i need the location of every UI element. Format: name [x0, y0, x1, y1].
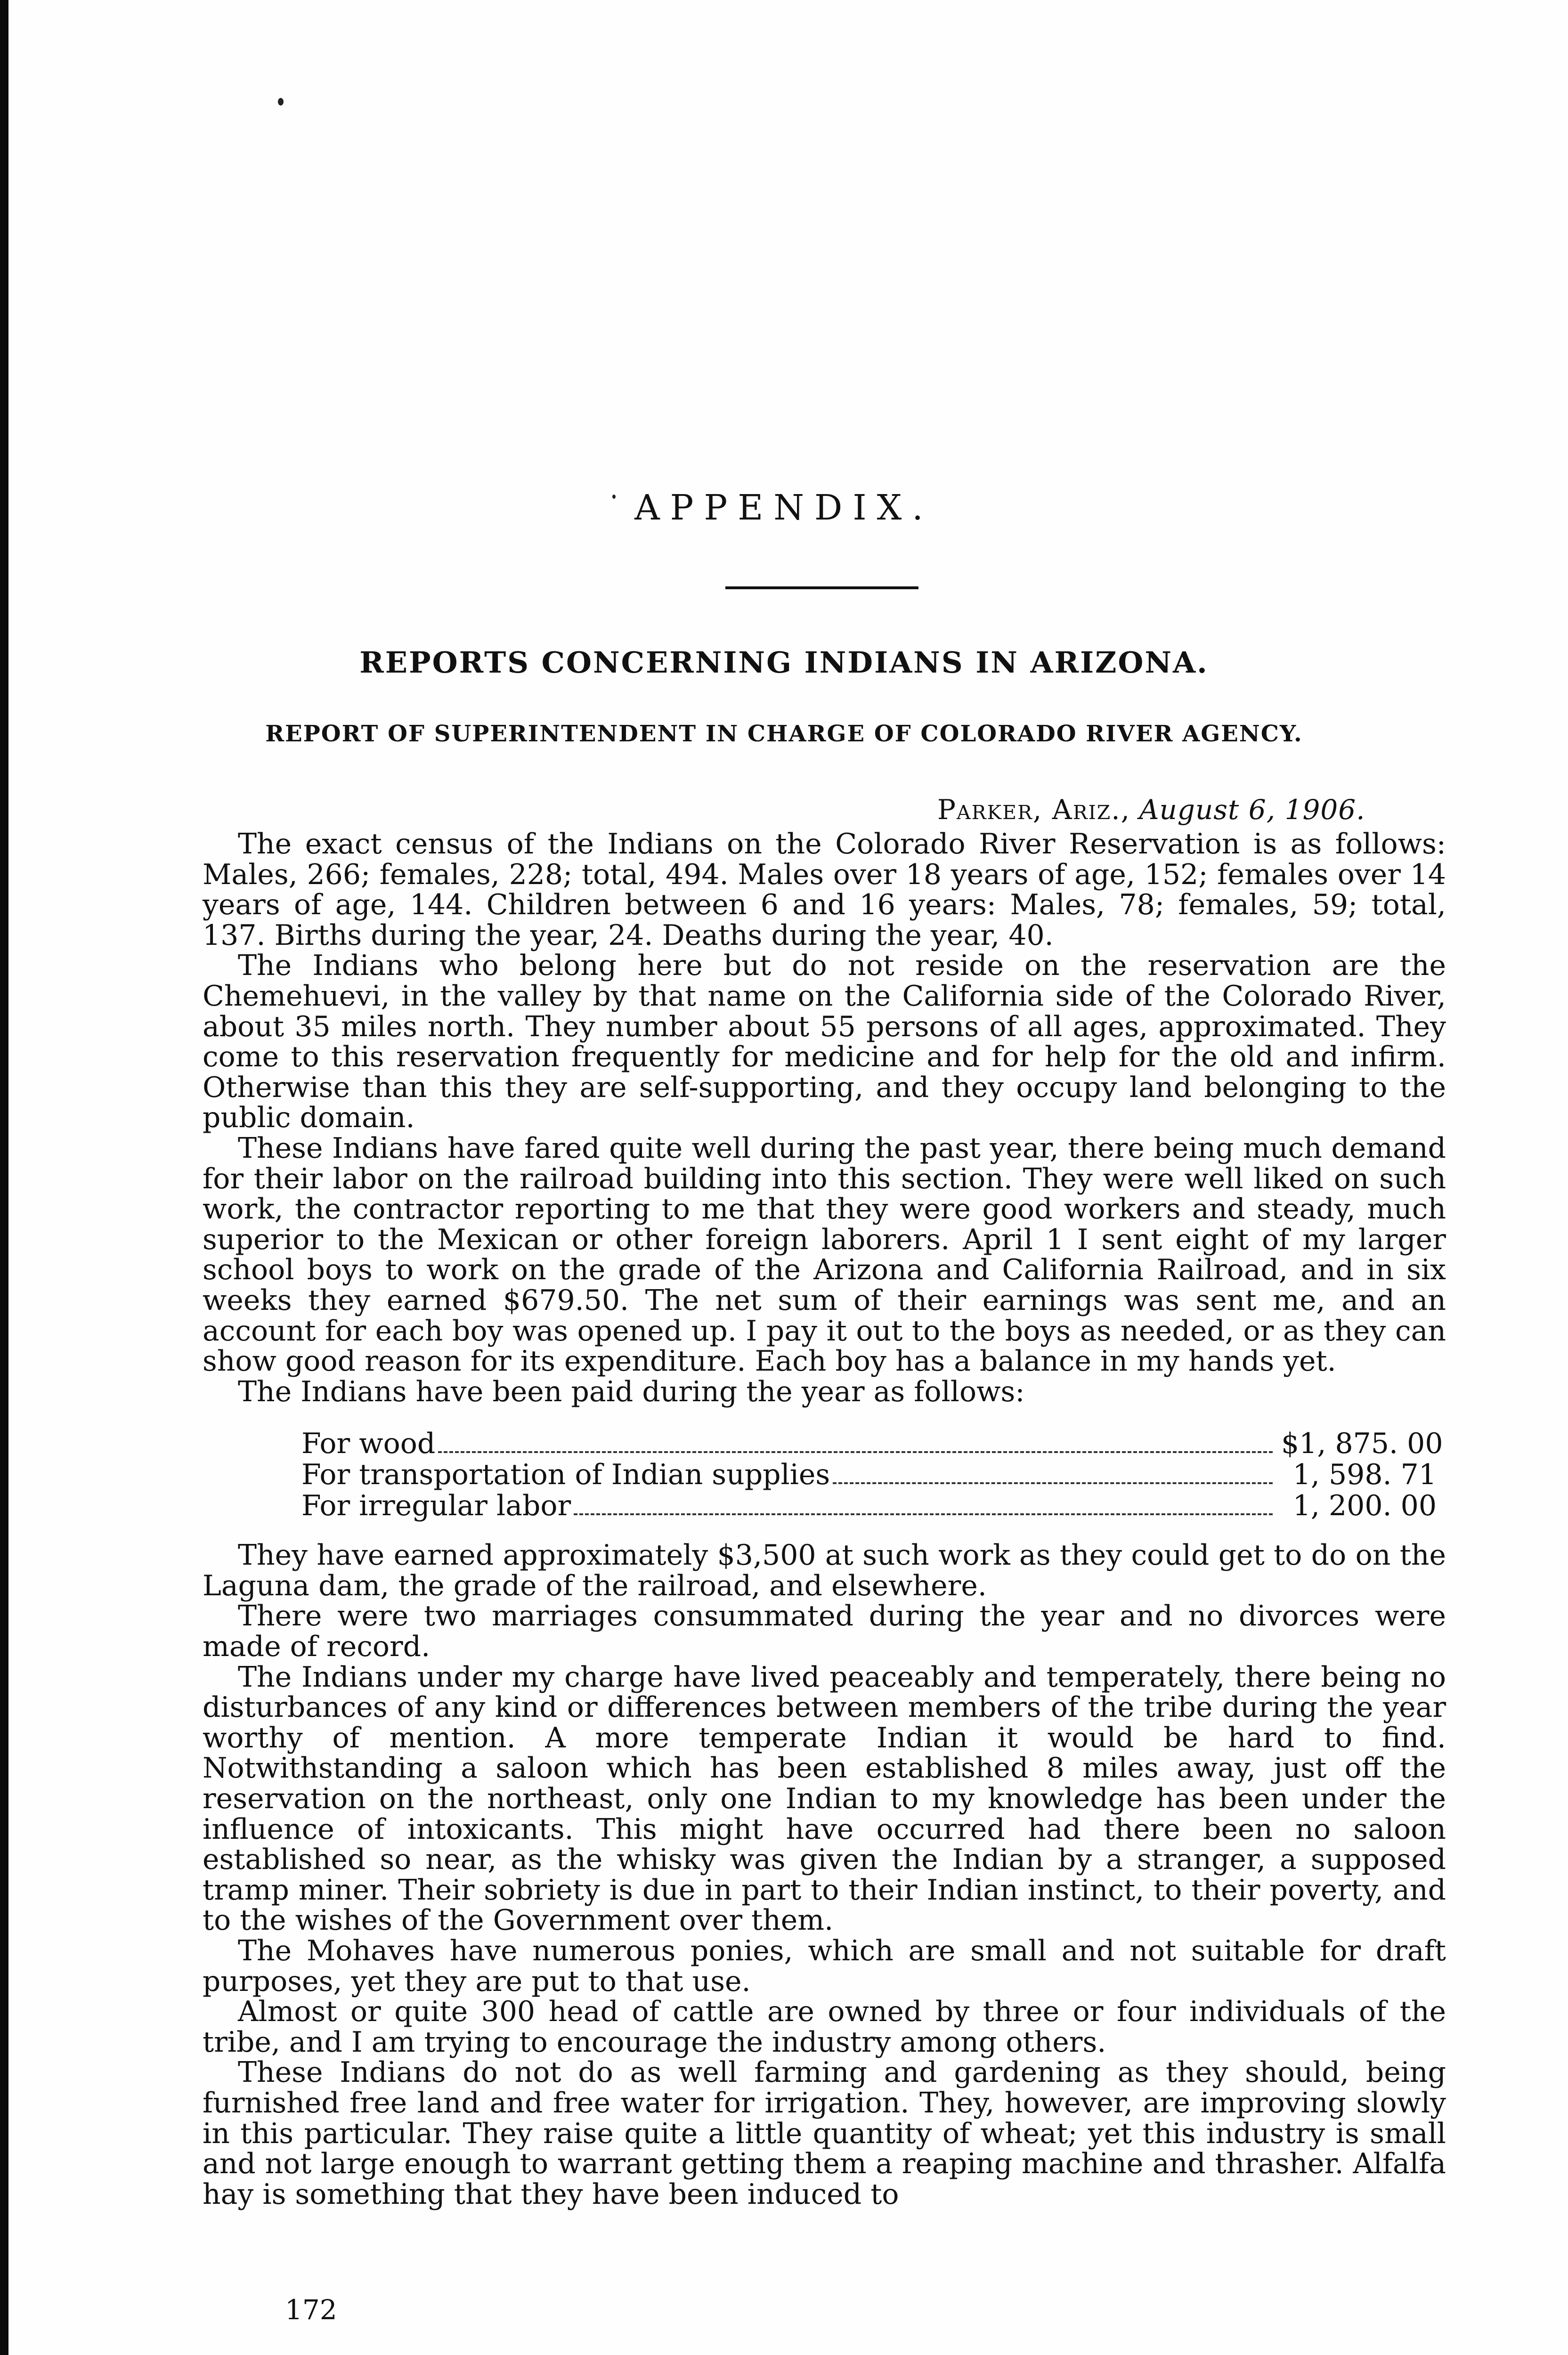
paragraph-railroad-labor: These Indians have fared quite well during the past year, there being much demand for their labor on the railroad building into this section. They were well liked on such work, the contractor reporting to me that they were good workers and steady, much superior to the Mexican or other foreign laborers. April 1 I sent eight of my larger school boys to work on the grade of the Arizona and California Railroad, and in six weeks they earned $679.50. The net sum of their earnings was sent me, and an account for each boy was opened up. I pay it out to the boys as needed, or as they can show good reason for its expenditure. Each boy has a balance in my hands yet.: [203, 1131, 1446, 1378]
payments-table: [203, 1428, 1446, 1521]
payment-amount: 1, 200. 00: [1292, 1489, 1437, 1523]
appendix-title: APPENDIX.: [634, 487, 934, 528]
payment-amount: 1, 598. 71: [1292, 1458, 1437, 1492]
payment-item: For wood: [301, 1427, 436, 1461]
paragraph-ponies: The Mohaves have numerous ponies, which are small and not suitable for draft purposes, yet they are put to that use.: [203, 1934, 1446, 1998]
section-heading: REPORTS CONCERNING INDIANS IN ARIZONA.: [359, 645, 1209, 680]
page-number: 172: [285, 2294, 337, 2326]
paragraph-census: The exact census of the Indians on the Colorado River Reservation is as follows: Males, 266; females, 228; total, 494. Males over 18 years of age, 152; females over 14 years of age, 144. Children between 6 and 16 years: Males, 78; females, 59; total, 137. Births during the year, 24. Deaths during the year, 40.: [203, 828, 1446, 952]
dot-leader: [438, 1451, 1273, 1453]
table-row: [203, 1459, 1446, 1490]
dateline: [937, 794, 1365, 826]
report-body: [203, 829, 1446, 2209]
paragraph-temperance: The Indians under my charge have lived peaceably and temperately, there being no disturbances of any kind or differences between members of the tribe during the year worthy of mention. A more temperate Indian it would be hard to find. Notwithstanding a saloon which has been established 8 miles away, just off the reservation on the northeast, only one Indian to my knowledge has been under the influence of intoxicants. This might have occurred had there been no saloon established so near, as the whisky was given the Indian by a stranger, a supposed tramp miner. Their sobriety is due in part to their Indian instinct, to their poverty, and to the wishes of the Government over them.: [203, 1660, 1446, 1937]
dateline-date: August 6, 1906.: [1139, 794, 1365, 826]
dot-leader: [574, 1513, 1273, 1515]
payment-amount: $1, 875. 00: [1281, 1427, 1443, 1461]
dot-leader: [833, 1482, 1273, 1484]
paragraph-payments-intro: The Indians have been paid during the year as follows:: [238, 1375, 1025, 1408]
title-divider-rule: [725, 586, 918, 589]
table-row: [203, 1490, 1446, 1521]
scan-left-border: [0, 0, 8, 2355]
paragraph-chemehuevi: The Indians who belong here but do not reside on the reservation are the Chemehuevi, in the valley by that name on the California side of the Colorado River, about 35 miles north. They number about 55 persons of all ages, approximated. They come to this reservation frequently for medicine and for help for the old and infirm. Otherwise than this they are self-supporting, and they occupy land belonging to the public domain.: [203, 949, 1446, 1135]
paragraph-marriages: There were two marriages consummated during the year and no divorces were made of record.: [203, 1600, 1446, 1664]
report-heading: REPORT OF SUPERINTENDENT IN CHARGE OF COLORADO RIVER AGENCY.: [265, 721, 1303, 747]
dateline-place: Parker, Ariz.,: [937, 794, 1131, 826]
table-row: [203, 1428, 1446, 1459]
payment-item: For irregular labor: [301, 1489, 571, 1523]
payment-item: For transportation of Indian supplies: [301, 1458, 830, 1492]
paragraph-laguna-dam: They have earned approximately $3,500 at such work as they could get to do on the Laguna dam, the grade of the railroad, and elsewhere.: [203, 1539, 1446, 1602]
paragraph-farming: These Indians do not do as well farming and gardening as they should, being furnished free land and free water for irrigation. They, however, are improving slowly in this particular. They raise quite a little quantity of wheat; yet this industry is small and not large enough to warrant getting them a reaping machine and thrasher. Alfalfa hay is something that they have been induced to: [203, 2056, 1446, 2211]
paragraph-cattle: Almost or quite 300 head of cattle are owned by three or four individuals of the tribe, and I am trying to encourage the industry among others.: [203, 1995, 1446, 2059]
ink-speck-top: [278, 98, 284, 106]
